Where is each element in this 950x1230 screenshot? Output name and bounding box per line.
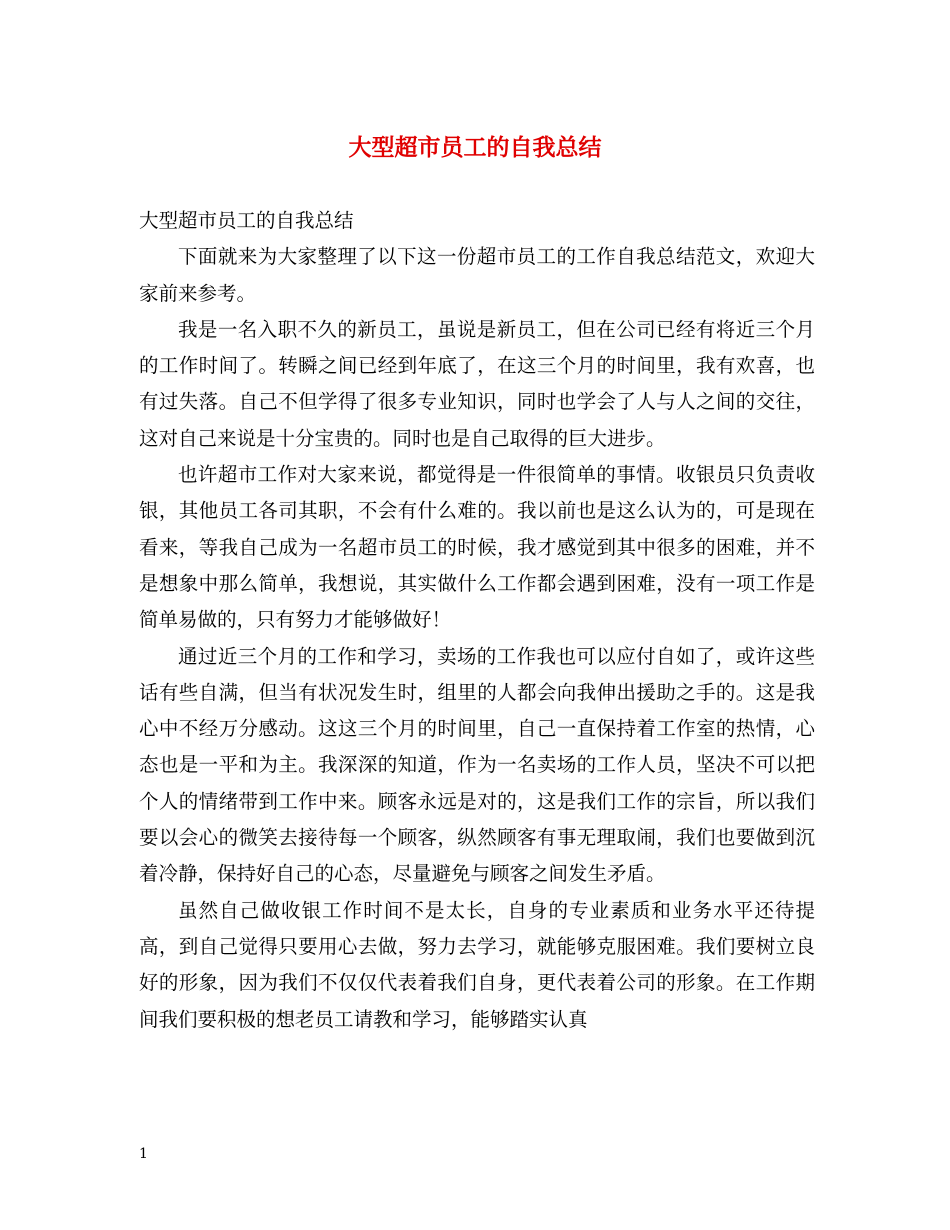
document-title: 大型超市员工的自我总结 bbox=[348, 134, 602, 161]
document-body bbox=[139, 203, 815, 1038]
paragraph-three-months: 通过近三个月的工作和学习，卖场的工作我也可以应付自如了，或许这些话有些自满，但当有状况发生时，组里的人都会向我伸出援助之手的。这是我心中不经万分感动。这这三个月的时间里，自己一直保持着工作室的热情，心态也是一平和为主。我深深的知道，作为一名卖场的工作人员，坚决不可以把个人的情绪带到工作中来。顾客永远是对的，这是我们工作的宗旨，所以我们要以会心的微笑去接待每一个顾客，纵然顾客有事无理取闹，我们也要做到沉着冷静，保持好自己的心态，尽量避免与顾客之间发生矛盾。 bbox=[139, 644, 815, 886]
page-number: 1 bbox=[139, 1146, 148, 1162]
paragraph-intro: 下面就来为大家整理了以下这一份超市员工的工作自我总结范文，欢迎大家前来参考。 bbox=[139, 245, 815, 305]
paragraph-new-employee: 我是一名入职不久的新员工，虽说是新员工，但在公司已经有将近三个月的工作时间了。转瞬之间已经到年底了，在这三个月的时间里，我有欢喜，也有过失落。自己不但学得了很多专业知识，同时也学会了人与人之间的交往，这对自己来说是十分宝贵的。同时也是自己取得的巨大进步。 bbox=[139, 317, 815, 450]
paragraph-cashier-work: 虽然自己做收银工作时间不是太长，自身的专业素质和业务水平还待提高，到自己觉得只要用心去做，努力去学习，就能够克服困难。我们要树立良好的形象，因为我们不仅仅代表着我们自身，更代表着公司的形象。在工作期间我们要积极的想老员工请教和学习，能够踏实认真 bbox=[139, 898, 815, 1031]
paragraph-supermarket-work: 也许超市工作对大家来说，都觉得是一件很简单的事情。收银员只负责收银，其他员工各司其职，不会有什么难的。我以前也是这么认为的，可是现在看来，等我自己成为一名超市员工的时候，我才感觉到其中很多的困难，并不是想象中那么简单，我想说，其实做什么工作都会遇到困难，没有一项工作是简单易做的，只有努力才能够做好！ bbox=[139, 463, 815, 632]
document-subtitle: 大型超市员工的自我总结 bbox=[139, 209, 354, 232]
